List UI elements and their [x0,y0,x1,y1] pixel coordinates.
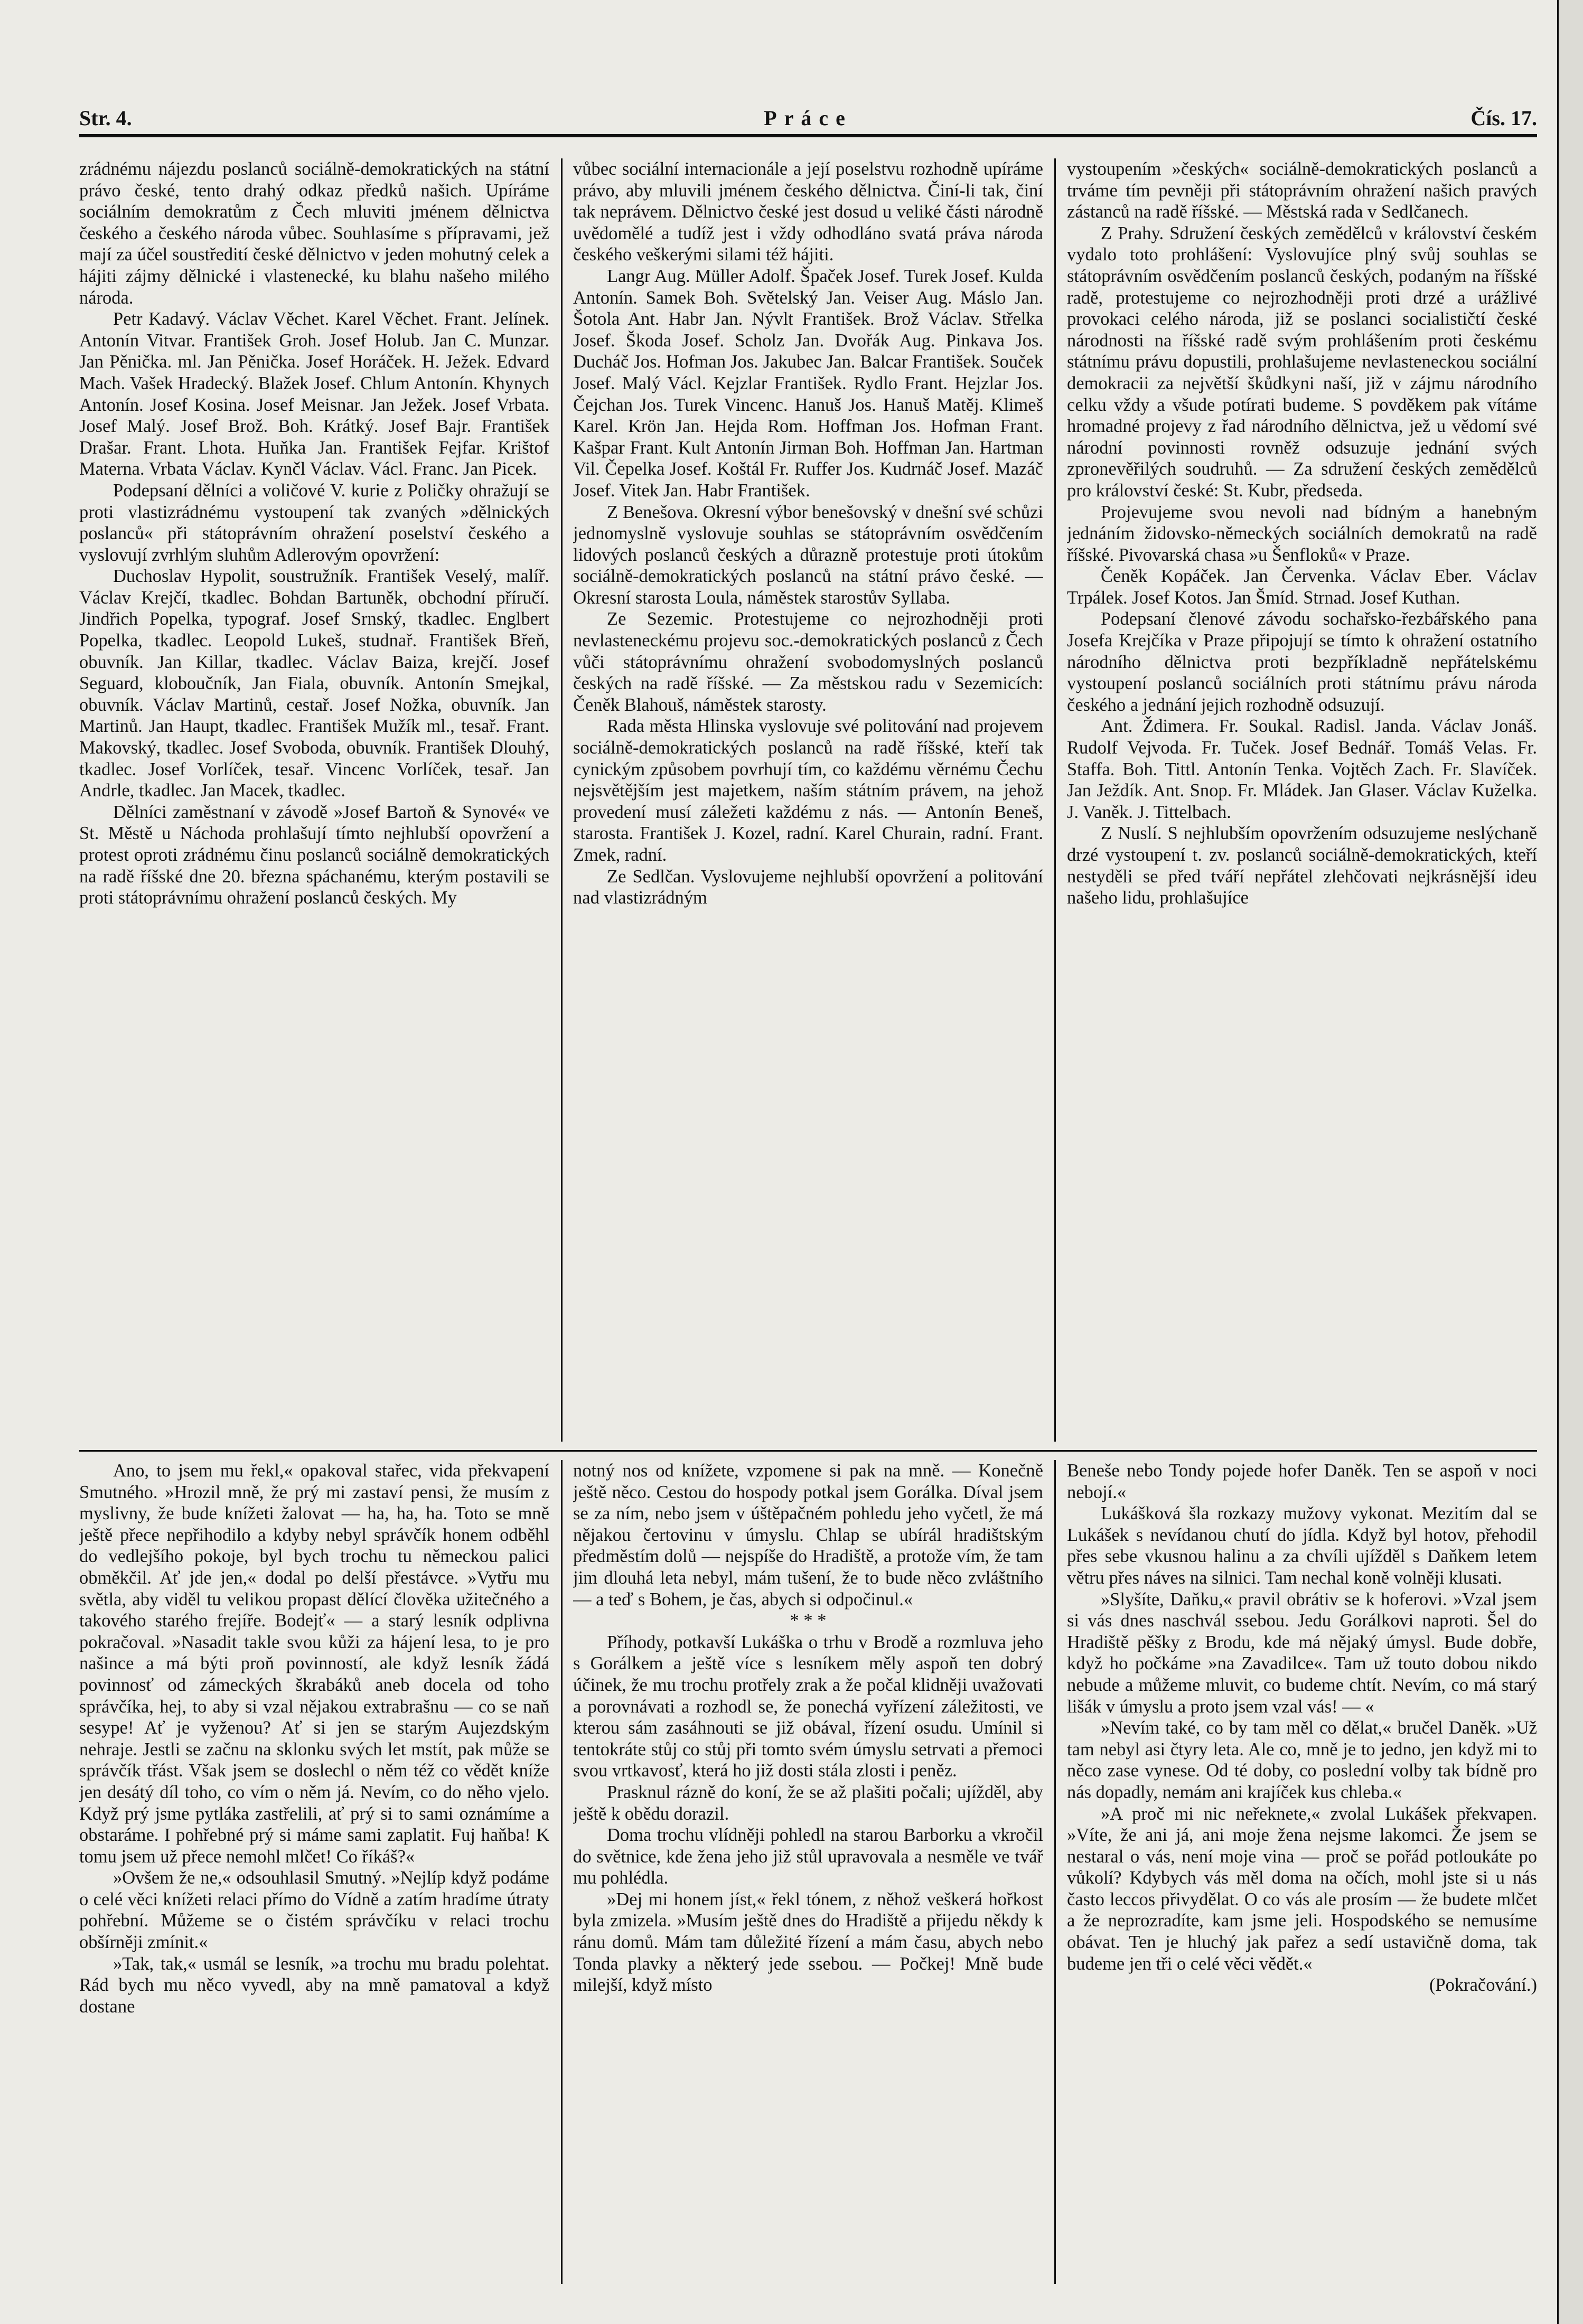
paragraph: Z Prahy. Sdružení českých zemědělců v království českém vydalo toto prohlášení: Vyslovujíce plný svůj souhlas se státoprávním osvědčením poslanců českých, podaným na říšské radě, protestujeme co nejrozhodněji proti drzé a urážlivé provokaci celého národa, již se poslanci socialističtí české národnosti na říšské radě svým prohlášením proti českému státnímu právu dopustili, prohlašujeme nevlasteneckou sociální demokracii za největší škůdkyni naší, již v zájmu národního celku vždy a všude potírati budeme. S povděkem pak vítáme hromadné projevy z řad národního dělnictva, jež u vědomí své národní povinnosti rovněž odsuzuje jednání svých zpronevěřilých soudruhů. — Za sdružení českých zemědělců pro království české: St. Kubr, předseda. [1067,223,1537,501]
paragraph: zrádnému nájezdu poslanců sociálně-demokratických na státní právo české, tento drahý odkaz předků našich. Upíráme sociálním demokratům z Čech mluviti jménem dělnictva českého a českého národa vůbec. Souhlasíme s přípravami, jež mají za účel soustředití české dělnictvo v jeden mohutný celek a hájiti zájmy dělnické i vlastenecké, ku blahu našeho milého národa. [79,159,549,308]
top-column-1 [79,158,549,1442]
paragraph: Ant. Ždimera. Fr. Soukal. Radisl. Janda. Václav Jonáš. Rudolf Vejvoda. Fr. Tuček. Josef Bednář. Tomáš Velas. Fr. Staffa. Boh. Tittl. Antonín Tenka. Vojtěch Zach. Fr. Slavíček. Jan Ježdík. Ant. Snop. Fr. Mládek. Jan Glaser. Václav Kuželka. J. Vaněk. J. Tittelbach. [1067,716,1537,822]
paragraph: Projevujeme svou nevoli nad bídným a hanebným jednáním židovsko-německých sociálních demokratů na radě říšské. Pivovarská chasa »u Šenfloků« v Praze. [1067,502,1537,565]
paragraph: »Nevím také, co by tam měl co dělat,« bručel Daněk. »Už tam nebyl asi čtyry leta. Ale co, mně je to jedno, jen když mi to něco zase vynese. Od té doby, co poslední volby tak bídně pro nás dopadly, nemám ani krajíček kus chleba.« [1067,1718,1537,1802]
paragraph: Duchoslav Hypolit, soustružník. František Veselý, malíř. Václav Krejčí, tkadlec. Bohdan Bartuněk, obchodní příručí. Jindřich Popelka, typograf. Josef Srnský, tkadlec. Englbert Popelka, tkadlec. Leopold Lukeš, studnař. František Břeň, obuvník. Jan Killar, tkadlec. Václav Baiza, krejčí. Josef Seguard, kloboučník, Jan Fiala, obuvník. Antonín Smejkal, obuvník. Václav Martinů, cestař. Josef Nožka, obuvník. Jan Martinů. Jan Haupt, tkadlec. František Mužík ml., tesař. Frant. Makovský, tkadlec. Josef Svoboda, obuvník. František Dlouhý, tkadlec. Josef Vorlíček, tesař. Vincenc Vorlíček, tesař. Jan Andrle, tkadlec. Jan Macek, tkadlec. [79,566,549,801]
paragraph: Z Nuslí. S nejhlubším opovržením odsuzujeme neslýchaně drzé vystoupení t. zv. poslanců sociálně-demokratických, kteří nestyděli se před tváří nepřátel zlehčovati nejkrásnější ideu našeho lidu, prohlašujíce [1067,823,1537,908]
paragraph: Ze Sezemic. Protestujeme co nejrozhodněji proti nevlasteneckému projevu soc.-demokratických poslanců z Čech vůči státoprávnímu ohražení svobodomyslných poslanců českých na radě říšské. — Za městskou radu v Sezemicích: Čeněk Blahouš, náměstek starosty. [573,609,1043,715]
paragraph: Lukášková šla rozkazy mužovy vykonat. Mezitím dal se Lukášek s nevídanou chutí do jídla. Když byl hotov, přehodil přes sebe vkusnou halinu a za chvíli ujížděl s Daňkem letem větru přes náves na silnici. Tam nechal koně volněji klusati. [1067,1503,1537,1588]
paragraph: Ano, to jsem mu řekl,« opakoval stařec, vida překvapení Smutného. »Hrozil mně, že prý mi zastaví pensi, že musím z myslivny, že bude knížeti žalovat — ha, ha, ha. Toto se mně ještě přece nepřihodilo a kdyby nebyl správčík honem odběhl do vedlejšího pokoje, byl bych trochu tu německou palici obměkčil. Ať jde jen,« dodal po delší přestávce. »Vytřu mu světla, aby viděl tu velikou propast dělící člověka užitečného a takového starého frejíře. Bodejť« — a starý lesník odplivna pokračoval. »Nasadit takle svou kůži za hájení lesa, to je pro našince a má býti proň povinností, ale když lesník žádá povinnosť od zámeckých škrabáků aneb docela od toho správčíka, hej, to aby si vzal nějakou extrabrašnu — co se naň sesype! Ať je vyženou? Ať si jen se starým Aujezdským nehraje. Jestli se začnu na sklonku svých let mstít, pak může se správčík třást. Však jsem se doslechl o něm též co vědět kníže jen desátý díl toho, co vím o něm já. Nevím, co do něho vjelo. Když prý jsme pytláka zastřelili, ať prý si to sami oznámíme a obstaráme. I pohřebné prý si máme sami zaplatit. Fuj haňba! K tomu jsem už přece nemohl mlčet! Co říkáš?« [79,1461,549,1867]
continuation-note: (Pokračování.) [1429,1975,1537,1996]
bottom-column-2 [573,1460,1043,2284]
paragraph: Dělníci zaměstnaní v závodě »Josef Bartoň & Synové« ve St. Městě u Náchoda prohlašují tímto nejhlubší opovržení a protest oproti zrádnému činu poslanců sociálně demokratických na radě říšské dne 20. března spáchanému, kterým postavili se proti státoprávnímu ohražení poslanců českých. My [79,802,549,908]
paragraph: Podepsaní dělníci a voličové V. kurie z Poličky ohražují se proti vlastizrádnému vystoupení tak zvaných »dělnických poslanců« při státoprávním ohražení poselství českého a vyslovují zvrhlým sluhům Adlerovým opovržení: [79,480,549,565]
adjacent-page-edge [1557,0,1583,2324]
top-column-2 [573,158,1043,1442]
newspaper-title: Práce [764,106,853,130]
header-rule [79,134,1537,137]
bottom-column-1 [79,1460,549,2284]
paragraph: Z Benešova. Okresní výbor benešovský v dnešní své schůzi jednomyslně vyslovuje souhlas se státoprávním osvědčením lidových poslanců českých a důrazně protestuje proti útokům sociálně-demokratických poslanců na státní právo české. — Okresní starosta Loula, náměstek starostův Syllaba. [573,502,1043,608]
paragraph: »Tak, tak,« usmál se lesník, »a trochu mu bradu polehtat. Rád bych mu něco vyvedl, aby na mně pamatoval a když dostane [79,1953,549,2017]
paragraph: Čeněk Kopáček. Jan Červenka. Václav Eber. Václav Trpálek. Josef Kotos. Jan Šmíd. Strnad. Josef Kuthan. [1067,566,1537,608]
paragraph: »A proč mi nic neřeknete,« zvolal Lukášek překvapen. »Víte, že ani já, ani moje žena nejsme lakomci. Že jsem se nestaral o vás, není moje vina — proč se pořád potloukáte po vůkolí? Kdybych vás měl doma na očích, mohl jste si u nás často leccos přivydělat. O co vás ale prosím — že budete mlčet a že neprozradíte, kam jsme jeli. Hospodského se nemusíme obávat. Ten je hluchý jak pařez a sedí ustavičně doma, tak budeme jen tři o celé věci vědět.« [1067,1803,1537,1974]
paragraph: Rada města Hlinska vyslovuje své politování nad projevem sociálně-demokratických poslanců na radě říšské, kteří tak cynickým způsobem povrhují tím, co každému věrnému Čechu nejsvětějším jest majetkem, naším státním právem, na jehož provedení musí záležeti každému z nás. — Antonín Beneš, starosta. František J. Kozel, radní. Karel Churain, radní. Frant. Zmek, radní. [573,716,1043,865]
column-divider [1054,158,1056,1442]
bottom-column-3 [1067,1460,1537,2284]
paragraph: Prasknul rázně do koní, že se až plašiti počali; ujížděl, aby ještě k obědu dorazil. [573,1782,1043,1824]
newspaper-page [79,100,1537,2297]
column-divider [561,1460,563,2284]
top-column-3 [1067,158,1537,1442]
paragraph: »Dej mi honem jíst,« řekl tónem, z něhož veškerá hořkost byla zmizela. »Musím ještě dnes do Hradiště a přijedu někdy k ránu domů. Mám tam důležité řízení a mám času, abych nebo Tonda plavky a některý jede ssebou. — Počkej! Mně bude milejší, když místo [573,1889,1043,1996]
paragraph: vystoupením »českých« sociálně-demokratických poslanců a trváme tím pevněji při státoprávním ohražení našich pravých zástanců na radě říšské. — Městská rada v Sedlčanech. [1067,159,1537,222]
paragraph: Doma trochu vlídněji pohledl na starou Barborku a vkročil do světnice, kde žena jeho již stůl upravovala a nesměle ve tvář mu pohlédla. [573,1825,1043,1888]
section-divider [79,1450,1537,1452]
section-separator-stars: * * * [790,1611,827,1631]
paragraph: Příhody, potkavší Lukáška o trhu v Brodě a rozmluva jeho s Gorálkem a ještě více s lesníkem měly aspoň ten dobrý účinek, že mu trochu protřely zrak a že počal klidněji uvažovati a porovnávati a rozhodl se, že ponechá vyřízení záležitosti, ve kterou sám zasáhnouti se již obával, řízení osudu. Umínil si tentokráte stůj co stůj při tomto svém úmyslu setrvati a přemoci svou vrtkavosť, která ho již dosti stála zlosti i peněz. [573,1632,1043,1781]
paragraph: Podepsaní členové závodu sochařsko-řezbářského pana Josefa Krejčíka v Praze připojují se tímto k ohražení ostatního národního dělnictva proti bezpříkladně nepřátelskému vystoupení poslanců sociálních proti státnímu právu národa českého a jednání jejich rozhodně odsuzují. [1067,609,1537,715]
paragraph: notný nos od knížete, vzpomene si pak na mně. — Konečně ještě něco. Cestou do hospody potkal jsem Gorálka. Díval jsem se za ním, nebo jsem v úštěpačném pohledu jeho vyčetl, že má nějakou čertovinu v úmyslu. Chlap se ubírál hradištským předměstím dolů — nejspíše do Hradiště, a protože vím, že tam jim dlouhá leta nebyl, mám tušení, že to bude něco zvláštního — a teď s Bohem, je čas, abych si odpočinul.« [573,1461,1043,1610]
column-divider [1054,1460,1056,2284]
column-divider [561,158,563,1442]
paragraph: »Slyšíte, Daňku,« pravil obrátiv se k hoferovi. »Vzal jsem si vás dnes naschvál ssebou. Jedu Gorálkovi naproti. Šel do Hradiště pěšky z Brodu, kde má nějaký úmysl. Bude dobře, když ho počkáme »na Zavadilce«. Tam už touto dobou nikdo nebude a můžeme mluvit, co budeme chtít. Nevím, co má starý lišák v úmyslu a proto jsem vzal vás! — « [1067,1589,1537,1717]
paragraph: vůbec sociální internacionále a její poselstvu rozhodně upíráme právo, aby mluvili jménem českého dělnictva. Činí-li tak, činí tak neprávem. Dělnictvo české jest dosud u veliké části národně uvědomělé a tudíž jest i vždy odhodláno svatá práva národa českého veškerými silami též hájiti. [573,159,1043,265]
paragraph: Petr Kadavý. Václav Věchet. Karel Věchet. Frant. Jelínek. Antonín Vitvar. František Groh. Josef Holub. Jan C. Munzar. Jan Pěnička. ml. Jan Pěnička. Josef Horáček. H. Ježek. Edvard Mach. Vašek Hradecký. Blažek Josef. Chlum Antonín. Khynych Antonín. Josef Kosina. Josef Meisnar. Jan Ježek. Josef Vrbata. Josef Malý. Josef Brož. Boh. Krátký. Josef Bajr. František Drašar. Frant. Lhota. Huňka Jan. František Fejfar. Krištof Materna. Vrbata Václav. Kynčl Václav. Václ. Franc. Jan Picek. [79,309,549,479]
paragraph: »Ovšem že ne,« odsouhlasil Smutný. »Nejlíp když podáme o celé věci knížeti relaci přímo do Vídně a zatím hradíme útraty pohřební. Můžeme se o čistém správčíku v relaci trochu obšírněji zmínit.« [79,1868,549,1953]
page-number: Str. 4. [79,106,132,130]
paragraph: Beneše nebo Tondy pojede hofer Daněk. Ten se aspoň v noci nebojí.« [1067,1461,1537,1502]
issue-number: Čís. 17. [1470,106,1537,130]
paragraph: Langr Aug. Müller Adolf. Špaček Josef. Turek Josef. Kulda Antonín. Samek Boh. Světelský Jan. Veiser Aug. Máslo Jan. Šotola Ant. Habr Jan. Nývlt František. Brož Václav. Střelka Josef. Škoda Josef. Scholz Jan. Dvořák Aug. Pinkava Jos. Ducháč Jos. Hofman Jos. Jakubec Jan. Balcar František. Souček Josef. Malý Václ. Kejzlar František. Rydlo Frant. Hejzlar Jos. Čejchan Jos. Turek Vincenc. Hanuš Jos. Hanuš Matěj. Klimeš Karel. Krön Jan. Hejda Rom. Hoffman Jos. Hofman Frant. Kašpar Frant. Kult Antonín Jirman Boh. Hoffman Jan. Hartman Vil. Čepelka Josef. Koštál Fr. Ruffer Jos. Kudrnáč Josef. Mazáč Josef. Vitek Jan. Habr František. [573,266,1043,501]
paragraph: Ze Sedlčan. Vyslovujeme nejhlubší opovržení a politování nad vlastizrádným [573,866,1043,908]
